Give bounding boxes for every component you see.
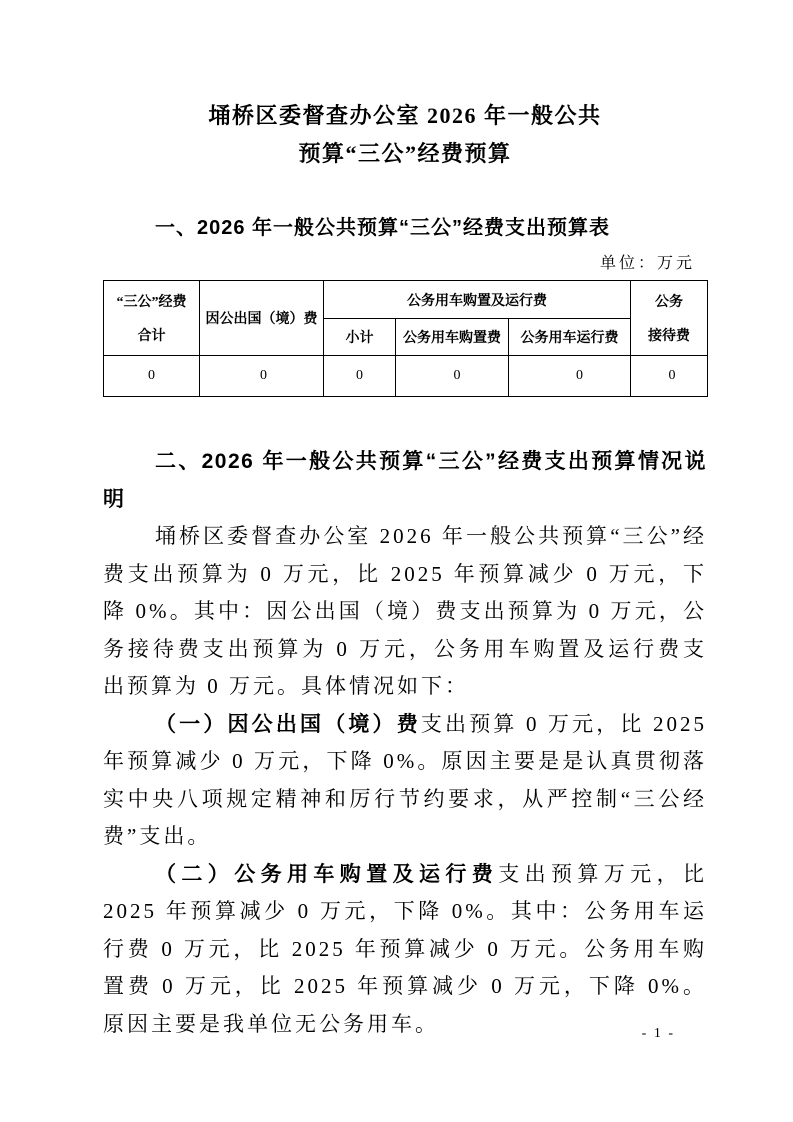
- paragraph-overview: 埇桥区委督查办公室 2026 年一般公共预算“三公”经费支出预算为 0 万元，比 2025 年预算减少 0 万元，下降 0%。其中：因公出国（境）费支出预算为 0 万元，公务接待费支出预算为 0 万元，公务用车购置及运行费支出预算为 0 万元。具体情况如下：: [103, 524, 707, 698]
- value-reception: 0: [631, 356, 708, 397]
- document-title-line1: 埇桥区委督查办公室 2026 年一般公共: [208, 103, 602, 128]
- value-abroad: 0: [200, 356, 324, 397]
- page-number: - 1 -: [641, 1026, 675, 1041]
- table-data-row: [104, 356, 708, 397]
- unit-label: 单位：万元: [599, 255, 695, 272]
- header-cell-total: [104, 281, 200, 356]
- paragraph-abroad-body: 支出预算 0 万元，比 2025 年预算减少 0 万元，下降 0%。原因主要是是认真贯彻落实中央八项规定精神和厉行节约要求，从严控制“三公经费”支出。: [103, 711, 707, 848]
- header-reception-lines: [631, 291, 707, 345]
- header-cell-purchase: 公务用车购置费: [396, 319, 509, 356]
- document-content: [103, 0, 707, 1043]
- header-cell-vehicle-group: 公务用车购置及运行费: [324, 281, 631, 319]
- paragraph-abroad-lead: （一）因公出国（境）费: [155, 711, 421, 736]
- value-purchase: 0: [396, 356, 509, 397]
- header-total-line1: “三公”经费: [116, 295, 187, 310]
- three-public-budget-table: [103, 280, 708, 397]
- paragraph-vehicle: [103, 856, 707, 1044]
- table-header-row-top: [104, 281, 708, 319]
- header-cell-reception: [631, 281, 708, 356]
- header-cell-operation: 公务用车运行费: [509, 319, 631, 356]
- document-title-line2: 预算“三公”经费预算: [298, 141, 512, 166]
- value-operation: 0: [509, 356, 631, 397]
- header-cell-subtotal: 小计: [324, 319, 396, 356]
- header-total-lines: [104, 291, 199, 345]
- section1-heading: 一、2026 年一般公共预算“三公”经费支出预算表: [155, 217, 611, 239]
- section2-heading: 二、2026 年一般公共预算“三公”经费支出预算情况说明: [103, 450, 707, 511]
- header-cell-abroad: 因公出国（境）费: [200, 281, 324, 356]
- document-title: [103, 97, 707, 173]
- paragraph-vehicle-body: 支出预算万元，比 2025 年预算减少 0 万元，下降 0%。其中：公务用车运行费 0 万元，比 2025 年预算减少 0 万元。公务用车购置费 0 万元，比 2025 年预算减少 0 万元，下降 0%。原因主要是我单位无公务用车。: [103, 861, 708, 1036]
- paragraph-vehicle-lead: （二）公务用车购置及运行费: [155, 861, 499, 886]
- header-reception-line2: 接待费: [648, 329, 690, 344]
- section2: [103, 443, 707, 1043]
- header-reception-line1: 公务: [655, 295, 683, 310]
- value-total: 0: [104, 356, 200, 397]
- paragraph-abroad: [103, 706, 707, 856]
- header-total-line2: 合计: [137, 329, 166, 344]
- value-subtotal: 0: [324, 356, 396, 397]
